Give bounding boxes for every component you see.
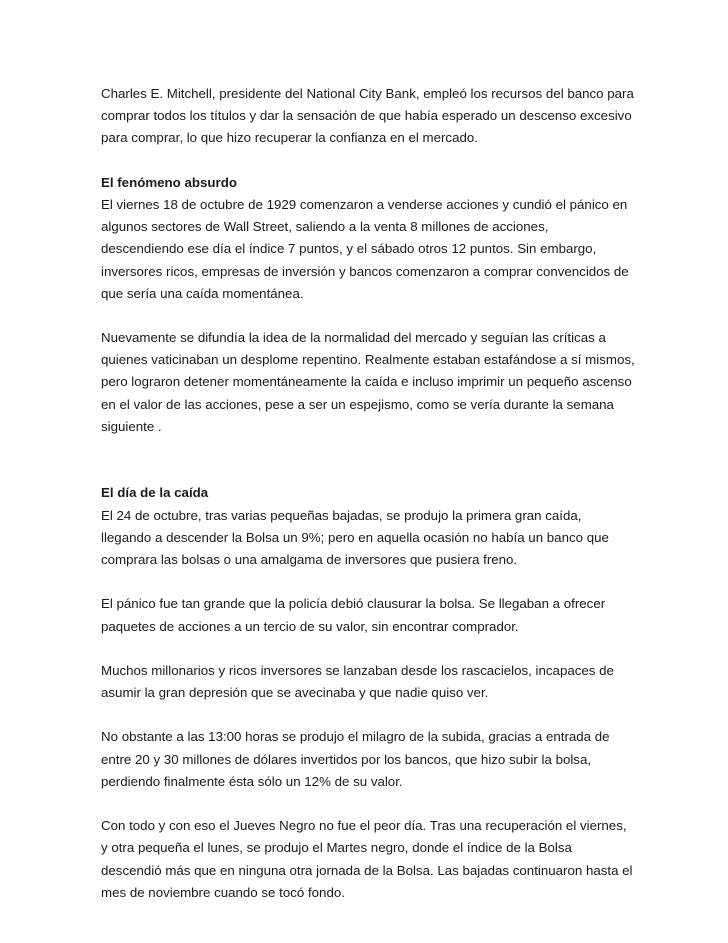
text-line: comprar todos los títulos y dar la sensación de que había esperado un descenso excesivo bbox=[101, 108, 632, 124]
section-dia-de-la-caida bbox=[101, 482, 641, 571]
text-line: El 24 de octubre, tras varias pequeñas bajadas, se produjo la primera gran caída, bbox=[101, 507, 582, 523]
paragraph-spacer bbox=[101, 638, 641, 660]
section-heading: El día de la caída bbox=[101, 485, 209, 501]
text-line: para comprar, lo que hizo recuperar la confianza en el mercado. bbox=[101, 130, 478, 146]
section-fenomeno-absurdo bbox=[101, 172, 641, 305]
paragraph-millonarios bbox=[101, 660, 641, 704]
text-line: quienes vaticinaban un desplome repentino. Realmente estaban estafándose a sí mismos, bbox=[101, 352, 635, 368]
paragraph-spacer bbox=[101, 438, 641, 482]
paragraph-spacer bbox=[101, 150, 641, 172]
paragraph-intro bbox=[101, 83, 641, 150]
text-line: descendiendo ese día el índice 7 puntos, y el sábado otros 12 puntos. Sin embargo, bbox=[101, 241, 597, 257]
paragraph-martes-negro bbox=[101, 815, 641, 904]
text-line: Nuevamente se difundía la idea de la normalidad del mercado y seguían las críticas a bbox=[101, 330, 606, 346]
text-line: paquetes de acciones a un tercio de su valor, sin encontrar comprador. bbox=[101, 618, 519, 634]
paragraph-spacer bbox=[101, 305, 641, 327]
text-line: descendió más que en ninguna otra jornada de la Bolsa. Las bajadas continuaron hasta el bbox=[101, 862, 633, 878]
text-line: comprara las bolsas o una amalgama de inversores que pusiera freno. bbox=[101, 551, 518, 567]
paragraph-spacer bbox=[101, 793, 641, 815]
paragraph-spacer bbox=[101, 571, 641, 593]
paragraph-spacer bbox=[101, 704, 641, 726]
text-line: perdiendo finalmente ésta sólo un 12% de su valor. bbox=[101, 773, 403, 789]
text-line: Con todo y con eso el Jueves Negro no fue el peor día. Tras una recuperación el viernes, bbox=[101, 818, 627, 834]
text-line: El viernes 18 de octubre de 1929 comenzaron a venderse acciones y cundió el pánico en bbox=[101, 196, 628, 212]
text-line: algunos sectores de Wall Street, saliendo a la venta 8 millones de acciones, bbox=[101, 219, 549, 235]
text-line: que sería una caída momentánea. bbox=[101, 285, 304, 301]
text-line: El pánico fue tan grande que la policía debió clausurar la bolsa. Se llegaban a ofrecer bbox=[101, 596, 606, 612]
text-line: No obstante a las 13:00 horas se produjo el milagro de la subida, gracias a entrada de bbox=[101, 729, 610, 745]
text-line: entre 20 y 30 millones de dólares invertidos por los bancos, que hizo subir la bolsa, bbox=[101, 751, 592, 767]
paragraph-normalidad bbox=[101, 327, 641, 438]
text-line: Charles E. Mitchell, presidente del National City Bank, empleó los recursos del banco para bbox=[101, 86, 634, 101]
text-line: llegando a descender la Bolsa un 9%; pero en aquella ocasión no había un banco que bbox=[101, 529, 609, 545]
text-line: asumir la gran depresión que se avecinaba y que nadie quiso ver. bbox=[101, 685, 489, 701]
text-line: siguiente . bbox=[101, 418, 162, 434]
document-body bbox=[101, 83, 641, 904]
text-line: pero lograron detener momentáneamente la caída e incluso imprimir un pequeño ascenso bbox=[101, 374, 632, 390]
paragraph-milagro bbox=[101, 726, 641, 793]
text-line: en el valor de las acciones, pese a ser un espejismo, como se vería durante la semana bbox=[101, 396, 614, 412]
section-heading: El fenómeno absurdo bbox=[101, 174, 237, 190]
text-line: y otra pequeña el lunes, se produjo el Martes negro, donde el índice de la Bolsa bbox=[101, 840, 572, 856]
text-line: inversores ricos, empresas de inversión y bancos comenzaron a comprar convencidos de bbox=[101, 263, 629, 279]
text-line: Muchos millonarios y ricos inversores se lanzaban desde los rascacielos, incapaces de bbox=[101, 662, 614, 678]
text-line: mes de noviembre cuando se tocó fondo. bbox=[101, 884, 345, 900]
paragraph-panico bbox=[101, 593, 641, 637]
